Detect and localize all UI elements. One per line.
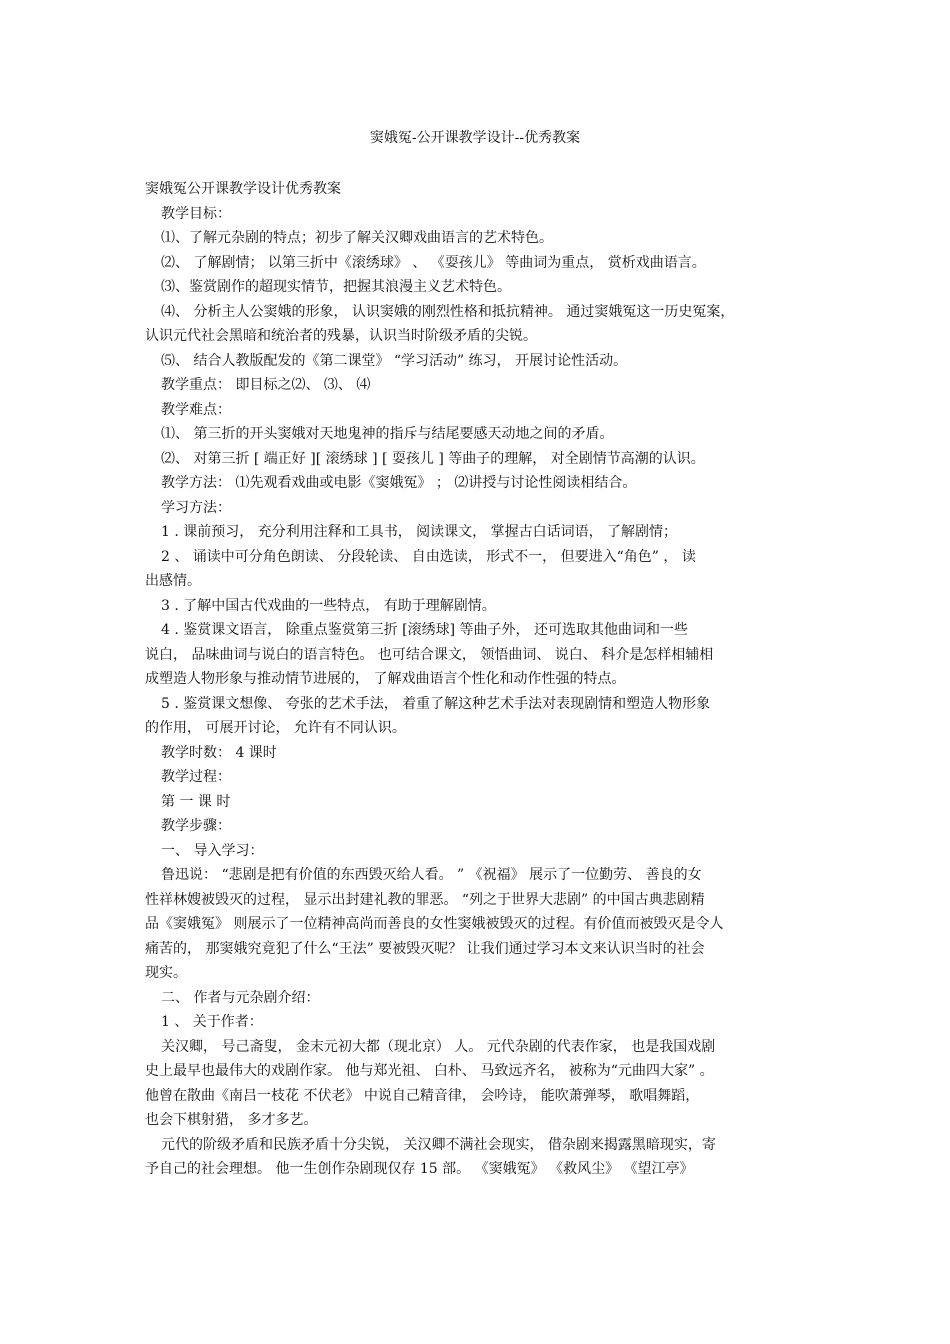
text-line: ⑵、 了解剧情； 以第三折中《滚绣球》 、 《耍孩儿》 等曲词为重点， 赏析戏曲语言。: [161, 254, 706, 271]
text-line: 认识元代社会黑暗和统治者的残暴，认识当时阶级矛盾的尖锐。: [145, 328, 537, 344]
text-line: 说白， 品味曲词与说白的语言特色。 也可结合课文， 领悟曲词、 说白、 科介是怎样相辅相: [145, 646, 714, 663]
text-line: 一、 导入学习：: [161, 842, 264, 859]
text-line: 教学目标：: [161, 205, 231, 222]
text-line: 教学步骤：: [161, 818, 231, 834]
text-line: 1 、 关于作者：: [161, 1014, 263, 1030]
text-line: ⑶、鉴赏剧作的超现实情节，把握其浪漫主义艺术特色。: [161, 279, 511, 295]
text-line: 关汉卿， 号己斋叟， 金末元初大都（现北京） 人。 元代杂剧的代表作家， 也是我国戏剧: [161, 1038, 716, 1055]
text-line: 第 一 课 时: [161, 793, 231, 810]
text-line: 予自己的社会理想。 他一生创作杂剧现仅存 15 部。 《窦娥冤》 《救风尘》 《望江亭》: [145, 1161, 694, 1177]
text-line: 2 、 诵读中可分角色朗读、 分段轮读、 自由选读， 形式不一， 但要进入“角色” ， 读: [161, 548, 696, 565]
text-line: ⑸、 结合人教版配发的《第二课堂》 “学习活动” 练习， 开展讨论性活动。: [161, 352, 628, 369]
text-line: 教学过程：: [161, 769, 231, 785]
document-body: [145, 177, 825, 1182]
text-line: 成塑造人物形象与推动情节进展的， 了解戏曲语言个性化和动作性强的特点。: [145, 671, 626, 687]
text-line: 教学时数： 4 课时: [161, 744, 277, 761]
text-line: 痛苦的， 那窦娥究竟犯了什么“王法” 要被毁灭呢？ 让我们通过学习本文来认识当时的社会: [145, 940, 705, 957]
text-line: 1 . 课前预习， 充分利用注释和工具书， 阅读课文， 掌握古白话词语， 了解剧情；: [161, 524, 678, 540]
text-line: ⑴、 第三折的开头窦娥对天地鬼神的指斥与结尾要感天动地之间的矛盾。: [161, 426, 614, 442]
text-line: 出感情。: [145, 573, 201, 589]
text-line: 5 . 鉴赏课文想像、 夸张的艺术手法， 着重了解这种艺术手法对表现剧情和塑造人物形象: [161, 695, 711, 712]
document-title: 窦娥冤-公开课教学设计--优秀教案: [369, 130, 581, 146]
text-line: 学习方法：: [161, 499, 231, 516]
text-line: 教学方法： ⑴先观看戏曲或电影《窦娥冤》 ； ⑵讲授与讨论性阅读相结合。: [161, 475, 637, 491]
text-line: 史上最早也最伟大的戏剧作家。 他与郑光祖、 白朴、 马致远齐名， 被称为“元曲四大家” 。: [145, 1063, 714, 1079]
text-line: 4 . 鉴赏课文语言， 除重点鉴赏第三折 [滚绣球] 等曲子外， 还可选取其他曲词和一些: [161, 622, 688, 638]
text-line: 他曾在散曲《南吕一枝花 不伏老》 中说自己精音律， 会吟诗， 能吹萧弹琴， 歌唱舞蹈，: [145, 1087, 700, 1104]
text-line: ⑷、 分析主人公窦娥的形象， 认识窦娥的刚烈性格和抵抗精神。 通过窦娥冤这一历史冤案，: [161, 303, 735, 320]
text-line: 3 . 了解中国古代戏曲的一些特点， 有助于理解剧情。: [161, 597, 496, 614]
text-line: 也会下棋射猎， 多才多艺。: [145, 1112, 318, 1128]
text-line: ⑴、了解元杂剧的特点；初步了解关汉卿戏曲语言的艺术特色。: [161, 230, 553, 246]
text-line: 鲁迅说： “悲剧是把有价值的东西毁灭给人看。 ” 《祝福》 展示了一位勤劳、 善良的女: [161, 867, 702, 883]
text-line: ⑵、 对第三折 [ 端正好 ][ 滚绣球 ] [ 耍孩儿 ] 等曲子的理解， 对全剧情节高潮的认识。: [161, 450, 705, 467]
text-line: 现实。: [145, 965, 187, 981]
text-line: 元代的阶级矛盾和民族矛盾十分尖锐， 关汉卿不满社会现实， 借杂剧来揭露黑暗现实，寄: [161, 1136, 716, 1153]
text-line: 品《窦娥冤》 则展示了一位精神高尚而善良的女性窦娥被毁灭的过程。有价值而被毁灭是令人: [145, 916, 724, 932]
text-line: 教学难点：: [161, 401, 231, 418]
text-line: 二、 作者与元杂剧介绍：: [161, 989, 320, 1006]
text-line: 窦娥冤公开课教学设计优秀教案: [145, 181, 341, 197]
text-line: 性祥林嫂被毁灭的过程， 显示出封建礼教的罪恶。 “列之于世界大悲剧” 的中国古典悲剧精: [145, 891, 705, 908]
text-line: 教学重点： 即目标之⑵、 ⑶、 ⑷: [161, 377, 371, 393]
text-line: 的作用， 可展开讨论， 允许有不同认识。: [145, 720, 406, 736]
